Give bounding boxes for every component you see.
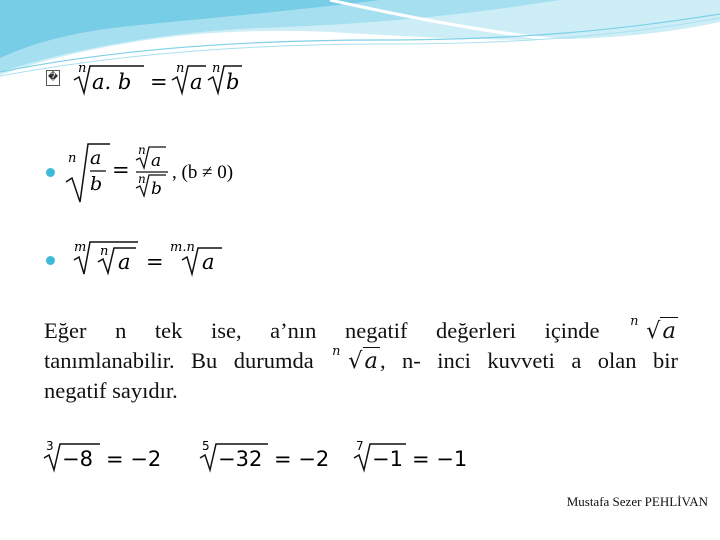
word: durumda [233,348,314,373]
formula-3-rhs-radicand: a [202,250,215,274]
word: içinde [544,318,600,343]
formula-quotient-rule [66,140,276,206]
bullet-dot [46,256,55,265]
odd-root-paragraph [44,316,678,405]
inline-root-n-a-2: n √a [332,346,380,376]
example-1-radicand: −8 [62,447,93,471]
formula-2-index: n [68,151,77,166]
formula-3-outer-index: m [74,240,87,255]
missing-glyph-bullet: � [46,70,60,86]
example-2-index: 5 [202,439,210,453]
word: olan [597,348,637,373]
formula-1-rhs-radicand-2: b [226,70,240,94]
formula-product-rule [72,62,272,98]
formula-1-lhs-radicand: a. b [92,70,132,94]
formula-3-equals: = [146,250,164,274]
example-3-radicand: −1 [372,447,403,471]
formula-2-equals: = [112,158,130,182]
formula-nested-root-rule [70,238,260,278]
example-1-index: 3 [46,439,54,453]
inline-root-radicand: a [364,348,378,374]
example-3-result: = −1 [412,447,468,471]
word: negatif [344,318,408,343]
formula-2-numerator: a [90,147,102,169]
word: tanımlanabilir. [44,348,175,373]
example-2-radicand: −32 [218,447,263,471]
word: Eğer [44,318,87,343]
formula-1-rhs-index-2: n [212,61,221,76]
formula-3-rhs-index: m.n [170,240,195,255]
word: Bu [191,348,218,373]
word: kuvveti [487,348,555,373]
inline-root-index: n [630,314,639,329]
word: ise, [210,318,242,343]
formula-3-inner-index: n [100,244,109,259]
formula-1-rhs-radicand-1: a [190,70,203,94]
word: değerleri [436,318,516,343]
formula-3-radicand: a [118,250,131,274]
word: inci [437,348,471,373]
example-seventh-root [354,439,467,471]
examples-row [44,440,484,474]
paragraph-line-3 [44,376,678,405]
formula-1-lhs-index: n [78,61,87,76]
inline-root-n-a: n √a [630,316,678,346]
author-footer: Mustafa Sezer PEHLİVAN [566,494,708,509]
word: negatif sayıdır. [44,378,178,403]
word: a [571,348,582,373]
paragraph-line-2 [44,346,678,376]
formula-2-rhs-den-index: n [138,172,146,186]
word: tek [154,318,183,343]
word: bir [652,348,678,373]
formula-1-rhs-index-1: n [176,61,185,76]
formula-2-denominator: b [90,173,103,195]
example-1-result: = −2 [106,447,162,471]
inline-root-with-comma [330,346,385,376]
example-fifth-root [200,439,329,471]
comma: , [379,348,386,373]
example-cube-root [44,439,161,471]
example-3-index: 7 [356,439,364,453]
formula-1-equals: = [150,70,168,94]
inline-root-radicand: a [662,318,676,344]
formula-2-rhs-num: a [151,151,162,171]
word: n [115,318,127,343]
inline-root-index: n [332,344,341,359]
formula-2-rhs-den: b [151,179,162,199]
bullet-dot [46,168,55,177]
word: n- [402,348,421,373]
word: a’nın [270,318,317,343]
formula-2-condition: , (b ≠ 0) [172,162,234,183]
paragraph-line-1 [44,316,678,346]
example-2-result: = −2 [274,447,330,471]
formula-2-rhs-num-index: n [138,143,146,157]
